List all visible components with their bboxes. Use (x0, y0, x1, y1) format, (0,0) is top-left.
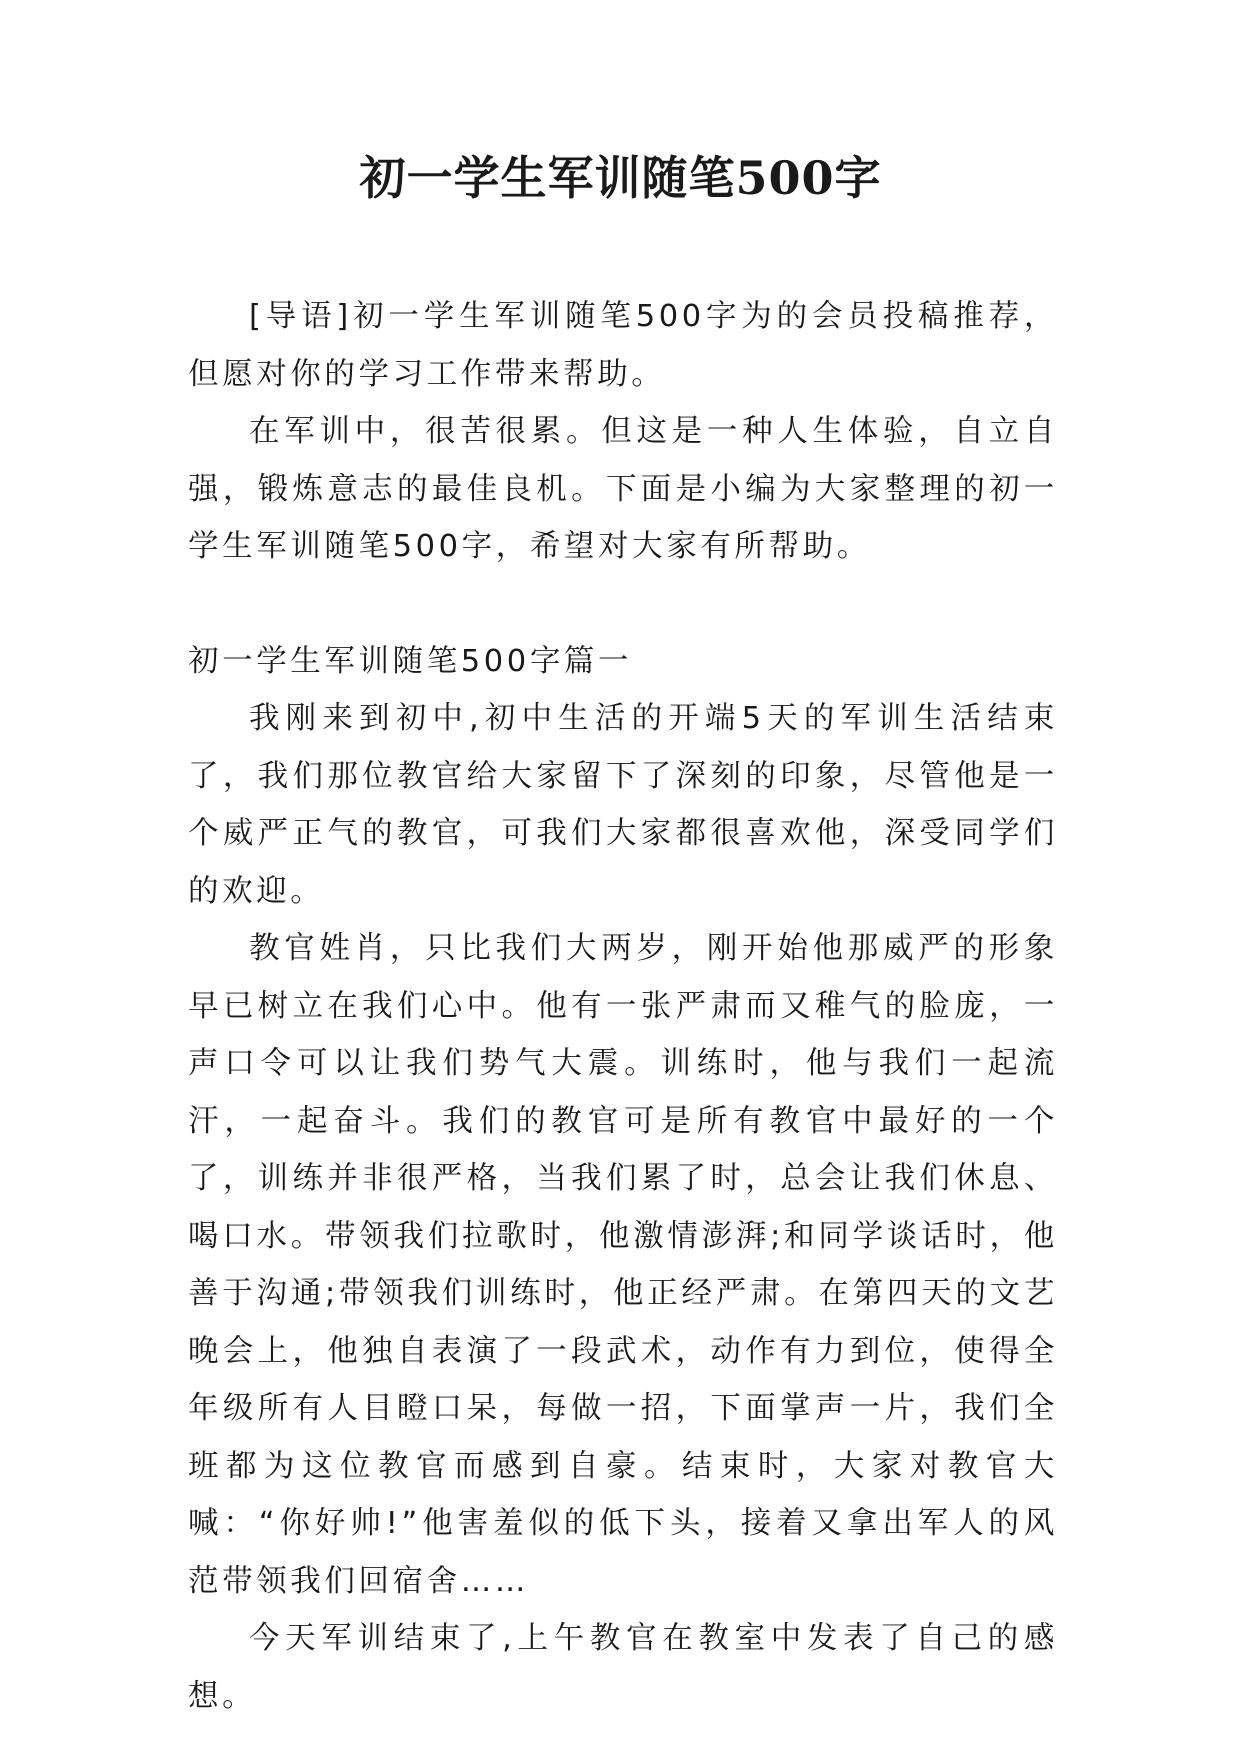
intro-paragraph: 在军训中，很苦很累。但这是一种人生体验，自立自强，锻炼意志的最佳良机。下面是小编为大家整理的初一学生军训随笔500字，希望对大家有所帮助。 (188, 414, 1058, 564)
section-paragraph: 教官姓肖，只比我们大两岁，刚开始他那威严的形象早已树立在我们心中。他有一张严肃而又稚气的脸庞，一声口令可以让我们势气大震。训练时，他与我们一起流汗，一起奋斗。我们的教官可是所有教官中最好的一个了，训练并非很严格，当我们累了时，总会让我们休息、喝口水。带领我们拉歌时，他激情澎湃;和同学谈话时，他善于沟通;带领我们训练时，他正经严肃。在第四天的文艺晚会上，他独自表演了一段武术，动作有力到位，使得全年级所有人目瞪口呆，每做一招，下面掌声一片，我们全班都为这位教官而感到自豪。结束时，大家对教官大喊：“你好帅!”他害羞似的低下头，接着又拿出军人的风范带领我们回宿舍…… (188, 931, 1058, 1599)
document-body (188, 288, 1058, 1725)
section-paragraph: 今天军训结束了,上午教官在教室中发表了自己的感想。 (188, 1621, 1058, 1714)
section-heading: 初一学生军训随笔500字篇一 (188, 643, 633, 679)
document-title: 初一学生军训随笔500字 (359, 151, 882, 205)
intro-paragraph: [导语]初一学生军训随笔500字为的会员投稿推荐，但愿对你的学习工作带来帮助。 (188, 299, 1058, 392)
section-paragraph: 我刚来到初中,初中生活的开端5天的军训生活结束了，我们那位教官给大家留下了深刻的印象，尽管他是一个威严正气的教官，可我们大家都很喜欢他，深受同学们的欢迎。 (188, 701, 1058, 909)
